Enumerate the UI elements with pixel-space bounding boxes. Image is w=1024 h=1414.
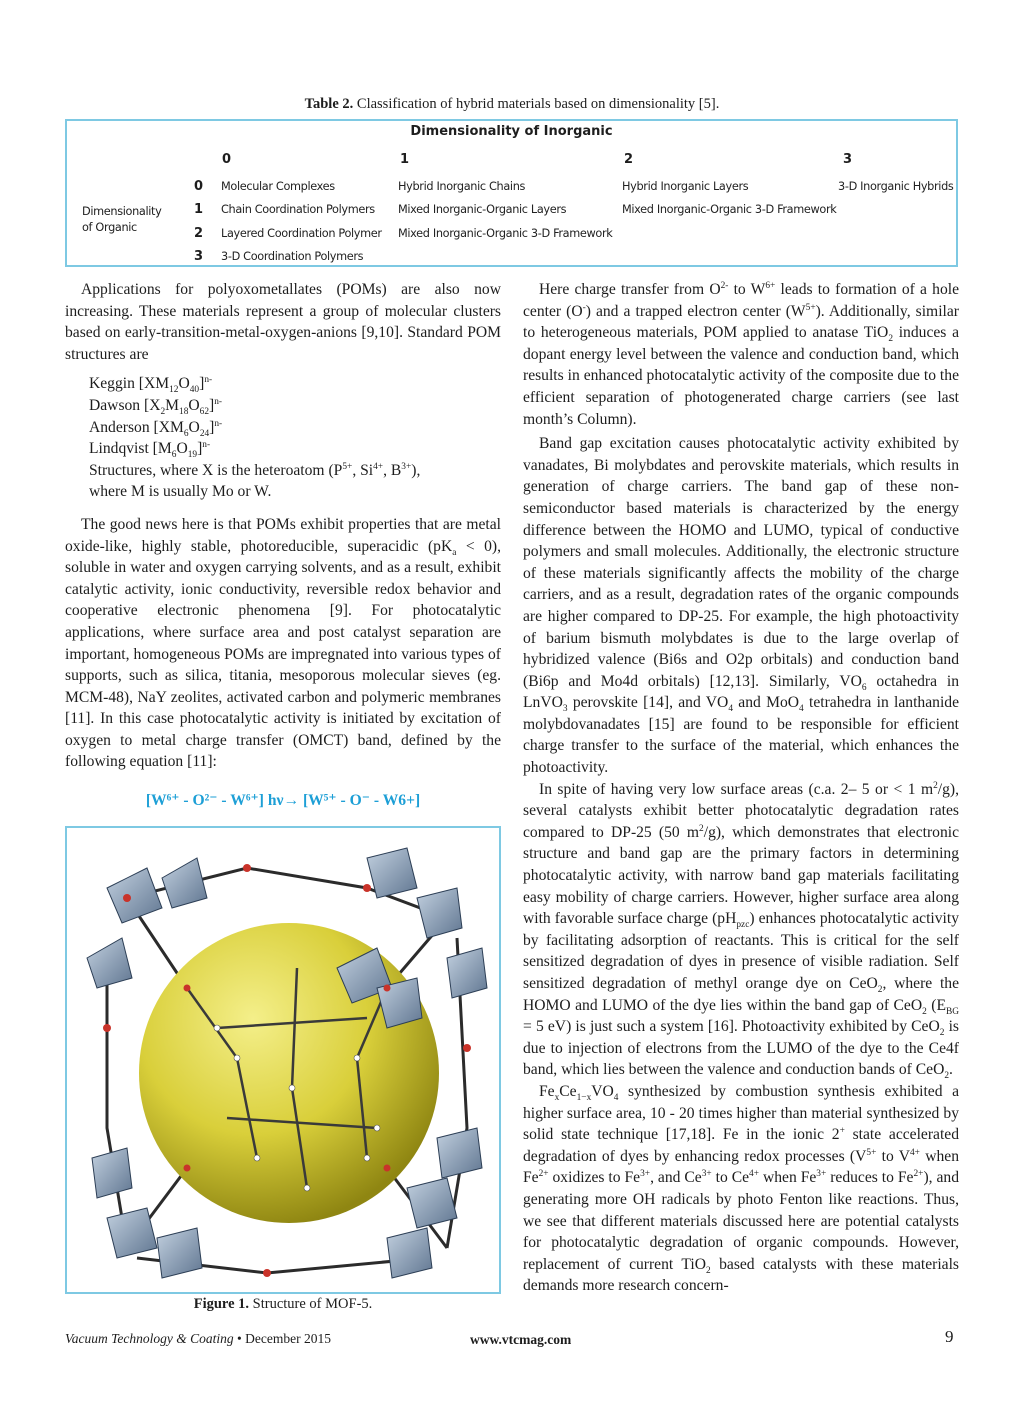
keggin-formula: Keggin $[XM_{12}O_{40}]^{n-}$ (89, 375, 213, 396)
col-number-1: 1 (400, 152, 410, 167)
table-cell: Mixed Inorganic-Organic Layers (398, 203, 567, 216)
table-cell: Layered Coordination Polymer (221, 227, 382, 240)
paragraph: Applications for polyoxometallates (POMs) are also now increasing. These materials represent a group of molecular clusters based on early-transition-metal-oxygen-anions [9,10]. Standard POM structures are (65, 281, 501, 363)
row-number-2: 2 (194, 226, 204, 241)
right-column (523, 279, 959, 1297)
omct-equation: [W⁶⁺ - O²⁻ - W⁶⁺] hν→ [W⁵⁺ - O⁻ - W6+] (145, 792, 421, 809)
col-number-3: 3 (843, 152, 853, 167)
structures-note-2: where M is usually Mo or W. (89, 483, 272, 501)
table-caption-text: Classification of hybrid materials based on dimensionality [5]. (353, 96, 720, 112)
table-cell: Mixed Inorganic-Organic 3-D Framework (398, 227, 613, 240)
paragraph: Here charge transfer from $O^{2-}$ to $W^{6+}$ leads to formation of a hole center (O-) and a trapped electron center $(W^{5+})$. Additionally, similar to heterogeneous materials, POM applied to anatase TiO$_2$ induces a dopant energy level between the valence and conduction band, which results in enhanced photocatalytic activity of the composite due to the efficient separation of photogenerated charge carriers (see last month’s Column). (523, 280, 960, 428)
table-cell: 3-D Inorganic Hybrids (838, 180, 954, 193)
table-caption (0, 96, 1024, 113)
table-cell: 3-D Coordination Polymers (221, 250, 364, 263)
journal-name: Vacuum Technology & Coating (65, 1331, 234, 1346)
issue-date: December 2015 (245, 1331, 331, 1346)
table-label: Table 2. (304, 96, 354, 112)
row-header: Dimensionality of Organic (82, 205, 162, 234)
figure-caption-text: Structure of MOF-5. (249, 1296, 373, 1312)
table-cell: Hybrid Inorganic Chains (398, 180, 526, 193)
lindqvist-formula: Lindqvist $[M_6O_{19}]^{n-}$ (89, 439, 211, 461)
mof5-structure-image (67, 828, 499, 1292)
paragraph: $Fe_xCe_{1-x}VO_4$ synthesized by combustion synthesis exhibited a higher surface area, 10 - 20 times higher than material synthesized by solid state technique [17,18]. Fe in the ionic 2+ state accelerated degradation of dyes by enhancing redox processes ($V^{5+}$ to $V^{4+}$ when $Fe^{2+}$ oxidizes to $Fe^{3+}$, and $Ce^{3+}$ to $Ce^{4+}$ when $Fe^{3+}$ reduces to $Fe^{2+}$), and generating more OH radicals by photo Fenton like reactions. Thus, we see that different materials discussed here are potential catalysts for photocatalytic degradation of organic compounds. However, replacement of current TiO$_2$ based catalysts with these materials demands more research concern- (523, 1082, 960, 1295)
dawson-formula: Dawson $[X_2M_{18}O_{62}]^{n-}$ (89, 396, 223, 418)
row-number-3: 3 (194, 249, 204, 264)
footer-journal: Vacuum Technology & Coating • December 2015 (65, 1331, 331, 1346)
figure-label: Figure 1. (193, 1296, 250, 1312)
figure-frame (65, 826, 501, 1294)
row-number-0: 0 (194, 179, 204, 194)
table-cell: Hybrid Inorganic Layers (622, 180, 749, 193)
col-number-0: 0 (222, 152, 232, 167)
row-number-1: 1 (194, 202, 204, 217)
structures-note: Structures, where X is the heteroatom ($P^{5+}$, $Si^{4+}$, $B^{3+}$), (89, 461, 421, 479)
table-cell: Chain Coordination Polymers (221, 203, 375, 216)
table-cell: Molecular Complexes (221, 180, 335, 193)
paragraph: The good news here is that POMs exhibit properties that are metal oxide-like, highly stable, photoreducible, superacidic $(pK_a < 0)$, soluble in water and oxygen carrying solvents, and as a result, exhibit catalytic activity, ionic conductivity, reversible redox behavior and cooperative electronic phenomena [9]. For photocatalytic applications, where surface area and post catalyst separation are important, homogeneous POMs are impregnated into various types of supports, such as silica, titania, mesoporous molecular sieves (eg. MCM-48), NaY zeolites, activated carbon and polymeric membranes [11]. In this case photocatalytic activity is initiated by excitation of oxygen to metal charge transfer (OMCT) band, defined by the following equation [11]: (65, 515, 501, 771)
paragraph: In spite of having very low surface areas (c.a. 2– 5 or < 1 $m^2/g$), several catalysts exhibit better photocatalytic degradation rates compared to DP-25 (50 $m^2/g$), which demonstrates that electronic structure and band gap are the primary factors in determining photocatalytic activity, with narrow band gap materials facilitating easy mobility of charge carriers. However, higher surface area along with favorable surface charge $(pH_{pzc})$ enhances photocatalytic activity by facilitating adsorption of reactants. This is critical for the self sensitized degradation of dyes in presence of visible radiation. Self sensitized degradation of methyl orange dye on CeO$_2$, where the HOMO and LUMO of the dye lies within the band gap of CeO$_2$ ($E_{BG} = 5$ eV) is just such a system [16]. Photoactivity exhibited by CeO$_2$ is due to injection of electrons from the LUMO of the dye to the Ce4f band, which lies between the valence and conduction bands of CeO$_2$. (523, 780, 959, 1082)
anderson-formula: Anderson $[XM_6O_{24}]^{n-}$ (89, 418, 223, 439)
footer-url[interactable]: www.vtcmag.com (470, 1332, 572, 1347)
left-column (65, 279, 501, 773)
paragraph: Band gap excitation causes photocatalytic activity exhibited by vanadates, Bi molybdates and perovskite materials, which results in generation of charge carriers. The band gap of these non-semiconductor based materials is characterized by the energy difference between the HOMO and LUMO, typical of conductive polymers and small molecules. Additionally, the electronic structure of these materials significantly affects the mobility of the charge carriers, and as a result, degradation rates of the organic compounds are higher compared to DP-25. For example, the high photoactivity of barium bismuth molybdates is due to the large overlap of hybridized valence (Bi6s and O2p orbitals) and conduction band (Bi6p and Mo4d orbitals) [12,13]. Similarly, $VO_6$ octahedra in LnVO$_3$ perovskite [14], and $VO_4$ and MoO$_4$ tetrahedra in lanthanide molybdovanadates [15] are found to be responsible for efficient charge transfer to the surface of the material, which enhances the photoactivity. (523, 435, 960, 777)
table-header: Dimensionality of Inorganic (410, 124, 613, 139)
pom-structure-list (65, 373, 501, 503)
figure-caption (65, 1296, 501, 1313)
page-number: 9 (945, 1327, 954, 1346)
col-number-2: 2 (624, 152, 634, 167)
table-cell: Mixed Inorganic-Organic 3-D Framework (622, 203, 837, 216)
